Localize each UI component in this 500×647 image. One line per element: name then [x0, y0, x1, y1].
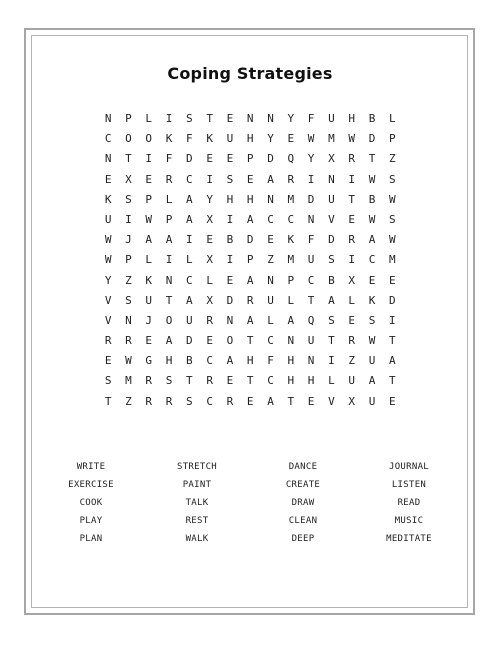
- grid-letter: S: [328, 313, 335, 327]
- grid-letter: W: [388, 192, 396, 206]
- grid-letter: K: [287, 233, 295, 247]
- grid-letter: L: [145, 112, 153, 125]
- grid-letter: T: [125, 152, 132, 166]
- grid-letter: X: [206, 212, 213, 226]
- grid-letter: P: [125, 112, 132, 125]
- grid-letter: H: [348, 112, 356, 125]
- grid-letter: E: [145, 334, 153, 348]
- grid-letter: A: [165, 233, 173, 247]
- grid-letter: W: [388, 233, 396, 247]
- grid-letter: L: [287, 293, 295, 307]
- grid-letter: M: [287, 253, 295, 267]
- grid-letter: X: [348, 394, 356, 408]
- word-list-item: WALK: [185, 534, 209, 544]
- grid-letter: N: [104, 112, 112, 125]
- grid-letter: C: [368, 253, 376, 267]
- grid-letter: W: [104, 233, 112, 247]
- grid-letter: A: [368, 374, 376, 388]
- grid-letter: N: [267, 192, 274, 206]
- grid-letter: C: [267, 212, 274, 226]
- page-title: Coping Strategies: [167, 64, 333, 83]
- grid-letter: E: [206, 233, 213, 247]
- grid-letter: U: [348, 374, 356, 388]
- grid-letter: T: [165, 293, 173, 307]
- grid-letter: R: [348, 233, 356, 247]
- word-list-item: REST: [185, 516, 209, 526]
- grid-letter: T: [287, 394, 295, 408]
- grid-letter: Z: [125, 273, 132, 287]
- grid-letter: Y: [104, 273, 112, 287]
- grid-letter: A: [287, 313, 295, 327]
- grid-letter: A: [145, 233, 153, 247]
- grid-letter: V: [104, 293, 112, 307]
- grid-letter: L: [328, 374, 335, 388]
- grid-letter: C: [287, 212, 295, 226]
- grid-letter: N: [267, 273, 274, 287]
- grid-letter: N: [307, 212, 315, 226]
- grid-letter: N: [226, 313, 234, 327]
- grid-letter: H: [287, 354, 295, 368]
- grid-letter: P: [145, 192, 153, 206]
- grid-letter: P: [125, 253, 132, 267]
- grid-letter: P: [287, 273, 295, 287]
- grid-letter: I: [388, 313, 396, 327]
- grid-letter: Y: [287, 112, 295, 125]
- grid-letter: C: [267, 334, 274, 348]
- grid-letter: Z: [348, 354, 356, 368]
- grid-letter: I: [165, 253, 173, 267]
- grid-letter: I: [145, 152, 153, 166]
- grid-letter: E: [348, 212, 356, 226]
- grid-letter: E: [246, 394, 254, 408]
- grid-letter: L: [186, 253, 193, 267]
- grid-letter: W: [145, 212, 153, 226]
- grid-letter: X: [348, 273, 356, 287]
- grid-letter: H: [287, 374, 295, 388]
- grid-letter: T: [328, 334, 335, 348]
- grid-letter: C: [104, 132, 112, 146]
- grid-letter: H: [307, 374, 315, 388]
- grid-letter: W: [104, 253, 112, 267]
- grid-letter: A: [186, 293, 193, 307]
- grid-letter: K: [145, 273, 153, 287]
- grid-letter: T: [186, 374, 193, 388]
- grid-letter: S: [368, 313, 376, 327]
- grid-letter: I: [348, 172, 356, 186]
- grid-letter: R: [145, 374, 153, 388]
- grid-letter: E: [226, 374, 234, 388]
- grid-letter: R: [287, 172, 295, 186]
- grid-letter: U: [307, 253, 315, 267]
- grid-letter: K: [104, 192, 112, 206]
- grid-letter: A: [267, 172, 274, 186]
- grid-letter: M: [287, 192, 295, 206]
- grid-letter: X: [125, 172, 132, 186]
- grid-letter: T: [246, 374, 254, 388]
- word-list-item: EXERCISE: [68, 480, 114, 490]
- grid-letter: K: [165, 132, 173, 146]
- grid-letter: I: [206, 172, 213, 186]
- word-list-item: DEEP: [291, 534, 315, 544]
- grid-letter: E: [226, 152, 234, 166]
- grid-letter: I: [125, 212, 132, 226]
- grid-letter: I: [348, 253, 356, 267]
- grid-letter: A: [186, 192, 193, 206]
- grid-letter: Z: [388, 152, 396, 166]
- grid-letter: U: [226, 132, 234, 146]
- grid-letter: S: [165, 374, 173, 388]
- grid-letter: O: [226, 334, 234, 348]
- grid-letter: V: [328, 394, 335, 408]
- grid-letter: N: [125, 313, 132, 327]
- word-list-item: CLEAN: [288, 516, 318, 526]
- grid-letter: U: [328, 112, 335, 125]
- grid-letter: E: [145, 172, 153, 186]
- grid-letter: F: [307, 112, 315, 125]
- grid-letter: A: [388, 354, 396, 368]
- word-list-item: DANCE: [288, 462, 318, 472]
- grid-letter: P: [388, 132, 396, 146]
- grid-letter: H: [246, 354, 254, 368]
- grid-letter: S: [388, 172, 396, 186]
- grid-letter: U: [104, 212, 112, 226]
- grid-letter: E: [104, 172, 112, 186]
- grid-letter: S: [186, 112, 193, 125]
- grid-letter: A: [246, 212, 254, 226]
- grid-letter: Z: [125, 394, 132, 408]
- grid-letter: L: [145, 253, 153, 267]
- grid-letter: R: [165, 172, 173, 186]
- grid-letter: S: [186, 394, 193, 408]
- word-list-item: PAINT: [182, 480, 212, 490]
- grid-letter: T: [348, 192, 356, 206]
- grid-letter: A: [246, 273, 254, 287]
- word-list-item: DRAW: [291, 498, 315, 508]
- grid-letter: R: [226, 394, 234, 408]
- grid-letter: N: [287, 334, 295, 348]
- grid-letter: M: [125, 374, 132, 388]
- letter-grid: [98, 112, 402, 415]
- grid-letter: P: [246, 152, 254, 166]
- grid-letter: N: [307, 354, 315, 368]
- grid-letter: Q: [287, 152, 295, 166]
- grid-letter: O: [125, 132, 132, 146]
- grid-letter: N: [246, 112, 254, 125]
- grid-letter: S: [328, 253, 335, 267]
- grid-letter: C: [206, 354, 213, 368]
- grid-letter: N: [328, 172, 335, 186]
- grid-letter: I: [307, 172, 315, 186]
- grid-letter: E: [206, 334, 213, 348]
- grid-letter: E: [104, 354, 112, 368]
- grid-letter: Y: [267, 132, 274, 146]
- word-list-item: LISTEN: [391, 480, 427, 490]
- grid-letter: A: [186, 212, 193, 226]
- grid-letter: P: [246, 253, 254, 267]
- grid-letter: U: [368, 394, 376, 408]
- grid-letter: X: [206, 253, 213, 267]
- grid-letter: L: [206, 273, 213, 287]
- word-list-item: MEDITATE: [386, 534, 432, 544]
- grid-letter: E: [246, 172, 254, 186]
- grid-letter: D: [307, 192, 315, 206]
- grid-letter: A: [368, 233, 376, 247]
- grid-letter: Z: [267, 253, 274, 267]
- grid-letter: D: [246, 233, 254, 247]
- grid-letter: A: [328, 293, 335, 307]
- grid-letter: E: [388, 394, 396, 408]
- grid-letter: T: [307, 293, 315, 307]
- word-list-item: READ: [397, 498, 421, 508]
- word-list-item: MUSIC: [394, 516, 424, 526]
- word-list-item: WRITE: [76, 462, 106, 472]
- grid-letter: I: [226, 212, 234, 226]
- grid-letter: V: [104, 313, 112, 327]
- grid-letter: R: [165, 394, 173, 408]
- grid-letter: N: [267, 112, 274, 125]
- grid-letter: D: [368, 132, 376, 146]
- grid-letter: D: [186, 334, 193, 348]
- word-list-item: JOURNAL: [388, 462, 430, 472]
- grid-letter: K: [368, 293, 376, 307]
- grid-letter: C: [267, 374, 274, 388]
- grid-letter: R: [145, 394, 153, 408]
- grid-letter: Y: [307, 152, 315, 166]
- grid-letter: M: [388, 253, 396, 267]
- grid-letter: N: [104, 152, 112, 166]
- grid-letter: D: [328, 233, 335, 247]
- grid-letter: A: [165, 334, 173, 348]
- grid-letter: W: [307, 132, 315, 146]
- grid-letter: H: [226, 192, 234, 206]
- grid-letter: E: [226, 273, 234, 287]
- grid-letter: L: [388, 112, 396, 125]
- grid-letter: D: [186, 152, 193, 166]
- grid-letter: A: [267, 394, 274, 408]
- grid-letter: E: [388, 273, 396, 287]
- grid-letter: P: [165, 212, 173, 226]
- grid-letter: E: [287, 132, 295, 146]
- grid-letter: R: [348, 334, 356, 348]
- grid-letter: X: [206, 293, 213, 307]
- grid-letter: L: [165, 192, 173, 206]
- grid-letter: T: [388, 374, 396, 388]
- grid-letter: F: [267, 354, 274, 368]
- grid-letter: D: [388, 293, 396, 307]
- grid-letter: R: [104, 334, 112, 348]
- grid-letter: W: [125, 354, 132, 368]
- grid-letter: S: [125, 293, 132, 307]
- grid-letter: T: [368, 152, 376, 166]
- grid-letter: C: [307, 273, 315, 287]
- grid-letter: Y: [206, 192, 213, 206]
- grid-letter: O: [145, 132, 153, 146]
- grid-letter: W: [368, 212, 376, 226]
- grid-letter: H: [246, 192, 254, 206]
- word-list-item: STRETCH: [176, 462, 218, 472]
- grid-letter: N: [165, 273, 173, 287]
- grid-letter: W: [368, 334, 376, 348]
- grid-letter: X: [328, 152, 335, 166]
- grid-letter: Q: [307, 313, 315, 327]
- grid-letter: D: [267, 152, 274, 166]
- grid-letter: V: [328, 212, 335, 226]
- grid-letter: T: [246, 334, 254, 348]
- grid-letter: B: [368, 192, 376, 206]
- grid-letter: R: [246, 293, 254, 307]
- grid-letter: M: [328, 132, 335, 146]
- grid-letter: B: [328, 273, 335, 287]
- grid-letter: B: [368, 112, 376, 125]
- grid-letter: R: [206, 313, 213, 327]
- grid-letter: I: [165, 112, 173, 125]
- grid-letter: S: [104, 374, 112, 388]
- grid-letter: U: [145, 293, 153, 307]
- grid-letter: L: [348, 293, 356, 307]
- grid-letter: H: [246, 132, 254, 146]
- grid-letter: U: [267, 293, 274, 307]
- word-list-item: PLAY: [79, 516, 103, 526]
- grid-letter: F: [307, 233, 315, 247]
- grid-letter: G: [145, 354, 153, 368]
- grid-letter: U: [328, 192, 335, 206]
- grid-letter: E: [348, 313, 356, 327]
- grid-letter: L: [267, 313, 274, 327]
- grid-letter: I: [186, 233, 193, 247]
- word-list-item: CREATE: [285, 480, 321, 490]
- grid-letter: E: [206, 152, 213, 166]
- grid-letter: U: [186, 313, 193, 327]
- grid-letter: S: [226, 172, 234, 186]
- grid-letter: E: [368, 273, 376, 287]
- word-list-item: PLAN: [79, 534, 103, 544]
- grid-letter: I: [328, 354, 335, 368]
- grid-letter: A: [226, 354, 234, 368]
- grid-letter: K: [206, 132, 213, 146]
- grid-letter: C: [186, 172, 193, 186]
- grid-letter: W: [368, 172, 376, 186]
- grid-letter: F: [165, 152, 173, 166]
- grid-letter: U: [307, 334, 315, 348]
- word-list-item: TALK: [185, 498, 209, 508]
- grid-letter: E: [307, 394, 315, 408]
- grid-letter: S: [388, 212, 396, 226]
- grid-letter: J: [145, 313, 153, 327]
- grid-letter: J: [125, 233, 132, 247]
- grid-letter: A: [246, 313, 254, 327]
- word-list-item: COOK: [79, 498, 103, 508]
- grid-letter: O: [165, 313, 173, 327]
- grid-letter: U: [368, 354, 376, 368]
- grid-letter: H: [165, 354, 173, 368]
- grid-letter: C: [206, 394, 213, 408]
- grid-letter: E: [226, 112, 234, 125]
- grid-letter: W: [348, 132, 356, 146]
- grid-letter: R: [348, 152, 356, 166]
- grid-letter: E: [267, 233, 274, 247]
- grid-letter: S: [125, 192, 132, 206]
- grid-letter: T: [206, 112, 213, 125]
- grid-letter: I: [226, 253, 234, 267]
- grid-letter: T: [104, 394, 112, 408]
- grid-letter: B: [186, 354, 193, 368]
- grid-letter: B: [226, 233, 234, 247]
- grid-letter: D: [226, 293, 234, 307]
- word-list: [38, 461, 462, 551]
- grid-letter: C: [186, 273, 193, 287]
- grid-letter: F: [186, 132, 193, 146]
- grid-letter: R: [125, 334, 132, 348]
- grid-letter: T: [388, 334, 396, 348]
- grid-letter: R: [206, 374, 213, 388]
